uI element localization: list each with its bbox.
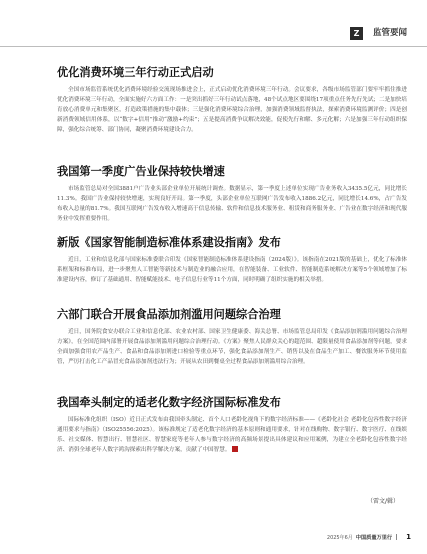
article-title: 新版《国家智能制造标准体系建设指南》发布: [57, 236, 281, 249]
article-title: 优化消费环境三年行动正式启动: [57, 66, 214, 79]
article-body: 近日，国务院食安办联合工业和信息化部、农业农村部、国家卫生健康委、海关总署、市场监管总局印发《食品添加剂滥用问题综合治理方案》，在全国范围内部署开展食品添加剂滥用问题综合治理行动。《方案》聚焦人民群众关心的超范围、超限量使用食品添加剂等问题，要求全面加强食用农产品生产、食品和食品添加剂进口检验等重点环节，强化食品添加剂生产、销售以及在食品生产加工、餐饮服务环节使用监管，严厉打击化工产品冒充食品添加剂违法行为；开展从农田到餐桌全过程食品添加剂滥用综合治理。: [57, 329, 407, 365]
page-header: [0, 0, 427, 46]
page-footer: [327, 532, 411, 543]
article-body: 全国市场监管系统优化消费环境经验交流现场推进会上，正式启动优化消费环境三年行动。会议要求，各级市场监管部门要牢牢抓住推进优化消费环境三年行动，全面实施好六方面工作：一是突出抓好三年行动试点落地，48个试点地区要围绕17项重点任务先行先试；二是加快培育放心消费单元和集聚区，打造政策措施的集中载体；三是强化消费环境综合治理，加强消费领域监督执法，探索消费环境监测评价；四是创新消费领域信用体系，以“数字+信用”推动“激励+约束”；五是提高消费争议解决效能，促使先行和解、多元化解；六是加强三年行动组织保障，强化综合统筹、部门协同，凝聚消费环境建设合力。: [57, 87, 407, 133]
section-logo-icon: Z: [350, 27, 363, 40]
article-advertising-growth: [57, 165, 407, 224]
article-consumer-environment: [57, 66, 407, 135]
end-mark-icon: [232, 446, 238, 452]
page-number: 1: [406, 533, 411, 541]
footer-journal-name: 中国质量万里行: [355, 535, 393, 541]
article-body-text: 国际标准化组织（ISO）近日正式发布由我国牵头制定、首个人口老龄化视角下的数字经济标准——《老龄化社会 老龄化包容性数字经济通用要求与指南》（ISO25556:2025）。该标准规定了适老化数字经济的基本原则和通用要求，针对在线购物、数字银行、数字医疗、在线娱乐、社交媒体、智慧出行、智慧社区、智慧家庭等老年人参与数字经济的高频场景提出具体建议和应用案例，为建立全老龄化包容性数字经济、消弭全球老年人数字鸿沟探索出科学解决方案，贡献了中国智慧。: [57, 417, 407, 453]
editor-credit: （雷文/辑）: [366, 498, 399, 505]
article-title: 六部门联合开展食品添加剂滥用问题综合治理: [57, 308, 281, 321]
article-food-additives: [57, 308, 407, 367]
footer-issue: 2025年6月: [326, 535, 353, 541]
article-body: [57, 415, 407, 455]
header-divider: [0, 46, 427, 47]
article-smart-manufacturing: [57, 236, 407, 285]
article-title: 我国牵头制定的适老化数字经济国际标准发布: [57, 396, 281, 409]
article-body: 市场监管总局对全国3881户广告业头部企业单位开展统计调查。数据显示，第一季度上述单位实现广告业务收入3435.5亿元，同比增长11.3%。我国广告业保持较快增速，实现良好开局。第一季度，头部企业单位互联网广告发布收入1886.2亿元，同比增长14.6%，占广告发布收入总量的81.7%。我国互联网广告发布收入增速高于信息传输、软件和信息技术服务业、租赁和商务服务业、广告业在数字经济和现代服务业中发挥重要作用。: [57, 186, 407, 222]
article-title: 我国第一季度广告业保持较快增速: [57, 165, 225, 178]
article-aging-digital-standard: [57, 396, 407, 455]
article-body: 近日，工业和信息化部与国家标准委联合印发《国家智能制造标准体系建设指南（2024版）》。该指南在2021版的基础上，优化了标准体系框架和标准布局，进一步聚焦人工智能等新技术与制造业的融合应用，在智能装备、工业软件、智能制造系统解决方案等5个领域增加了标准建设内容，修订了基础通用、智能赋能技术、电子信息行业等11个方面，同时明确了组织实施的相关举措。: [57, 257, 407, 283]
footer-divider: [396, 534, 397, 540]
section-label: 监管要闻: [372, 28, 407, 38]
